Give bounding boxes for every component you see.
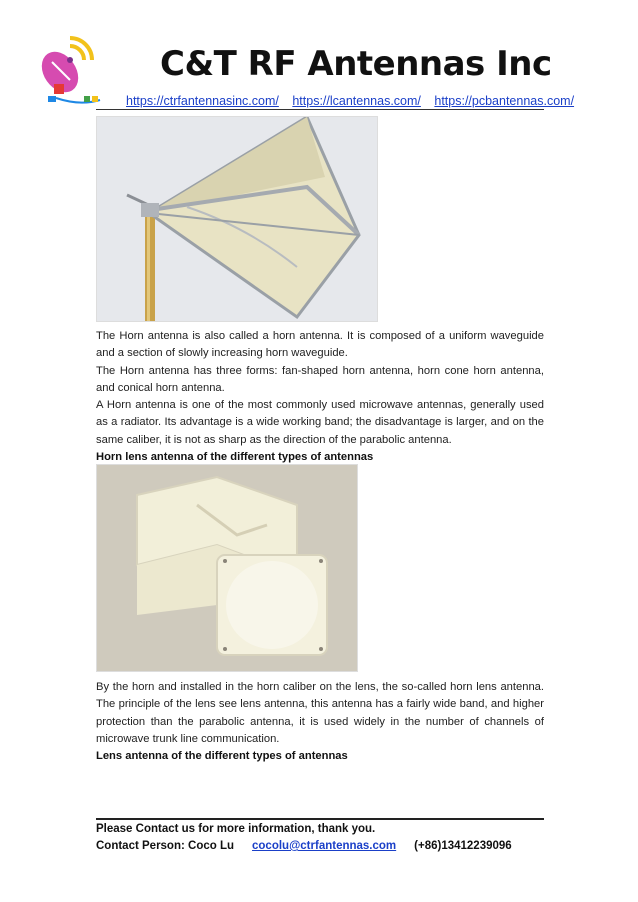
contact-line bbox=[96, 838, 512, 855]
paragraph: By the horn and installed in the horn caliber on the lens, the so-called horn lens antenna. The principle of the lens see lens antenna, this antenna has a fairly wide band, and higher protection than the parabolic antenna, it is used widely in the number of channels of microwave trunk line communication. bbox=[96, 681, 544, 745]
link-lcantennas[interactable]: https://lcantennas.com/ bbox=[292, 94, 421, 108]
horn-lens-antenna-photo bbox=[96, 464, 358, 672]
section-heading: Lens antenna of the different types of antennas bbox=[96, 750, 348, 763]
contact-email-link[interactable]: cocolu@ctrfantennas.com bbox=[252, 840, 397, 852]
company-name: C&T RF Antennas Inc bbox=[160, 44, 552, 84]
contact-phone: (+86)13412239096 bbox=[414, 840, 512, 852]
footer bbox=[96, 821, 512, 855]
link-ctrfantennasinc[interactable]: https://ctrfantennasinc.com/ bbox=[126, 94, 279, 108]
section-heading: Horn lens antenna of the different types of antennas bbox=[96, 451, 374, 464]
footer-note: Please Contact us for more information, thank you. bbox=[96, 823, 376, 835]
header-divider bbox=[96, 109, 544, 110]
company-logo bbox=[40, 32, 120, 112]
horn-antenna-text bbox=[96, 328, 544, 466]
header-links bbox=[126, 94, 584, 108]
contact-person: Contact Person: Coco Lu bbox=[96, 840, 235, 852]
horn-antenna-photo bbox=[96, 116, 378, 322]
footer-divider bbox=[96, 818, 544, 820]
link-pcbantennas[interactable]: https://pcbantennas.com/ bbox=[434, 94, 575, 108]
horn-lens-text bbox=[96, 679, 544, 765]
paragraph: The Horn antenna is also called a horn antenna. It is composed of a uniform waveguide and a section of slowly increasing horn waveguide. bbox=[96, 330, 544, 360]
paragraph: A Horn antenna is one of the most commonly used microwave antennas, generally used as a radiator. Its advantage is a wide working band; the disadvantage is larger, and on the same caliber, it is not as sharp as the direction of the parabolic antenna. bbox=[96, 399, 544, 446]
paragraph: The Horn antenna has three forms: fan-shaped horn antenna, horn cone horn antenna, and conical horn antenna. bbox=[96, 364, 544, 394]
